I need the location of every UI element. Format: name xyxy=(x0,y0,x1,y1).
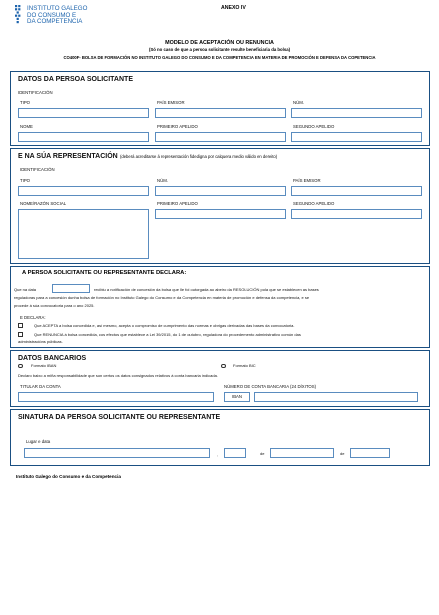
iban-format-label: Formato IBAN xyxy=(31,363,57,368)
representative-apelido1-field[interactable] xyxy=(155,209,286,219)
footer-institution: Instituto Galego do Consumo e da Competencia xyxy=(16,474,121,479)
applicant-apelido2-label: SEGUNDO APELIDO xyxy=(293,124,335,129)
representative-num-label: NÚM. xyxy=(157,178,168,183)
applicant-num-label: NÚM. xyxy=(293,100,304,105)
accept-option-text: Que ACEPTA a bolsa concedida e, así mesmo, acepta o compromiso de cumprimento das normas e obrigas derivadas das bases da convocatoria. xyxy=(34,322,295,328)
representative-nome-label: NOME/RAZÓN SOCIAL xyxy=(20,201,67,206)
applicant-apelido1-field[interactable] xyxy=(155,132,286,142)
separator-de-2: de xyxy=(340,451,345,456)
notification-date-field[interactable] xyxy=(52,284,90,293)
bank-statement: Declaro baixo a miña responsabilidade que son certos os datos consignados relativos á conta bancaria indicada. xyxy=(18,373,218,378)
representative-pais-label: PAÍS EMISOR xyxy=(293,178,321,183)
bic-format-label: Formato BIC xyxy=(233,363,256,368)
representative-nome-field[interactable] xyxy=(18,209,149,259)
representative-identification-label: IDENTIFICACIÓN xyxy=(20,167,55,172)
place-field[interactable] xyxy=(24,448,210,458)
applicant-tipo-label: TIPO xyxy=(20,100,31,105)
account-holder-field[interactable] xyxy=(18,392,214,402)
representative-tipo-field[interactable] xyxy=(18,186,149,196)
account-number-label: NÚMERO DE CONTA BANCARIA (24 DÍXITOS) xyxy=(224,384,317,389)
renounce-option-text-1: Que RENUNCIA á bolsa concedida, cos efectos que establece a Lei 39/2015, do 1 de outubro, reguladora do procedemento administrativo común das xyxy=(34,331,301,337)
representative-apelido2-label: SEGUNDO APELIDO xyxy=(293,201,335,206)
signature-heading: SINATURA DA PERSOA SOLICITANTE OU REPRESENTANTE xyxy=(18,414,221,421)
representative-apelido2-field[interactable] xyxy=(291,209,422,219)
logo xyxy=(14,5,114,27)
declaration-line2: reguladoras para a concesión dunha bolsa de formación no Instituto Galego do Consumo e da Competencia en materia de promoción e defensa da competencia, e se xyxy=(14,295,310,300)
representative-heading: E NA SÚA REPRESENTACIÓN xyxy=(18,153,118,160)
form-subtitle: (Só no caso de que a persoa solicitante resulte beneficiaria da bolsa) xyxy=(148,47,291,52)
and-declares-label: E DECLARA: xyxy=(20,315,46,320)
month-field[interactable] xyxy=(270,448,334,458)
bic-format-radio[interactable] xyxy=(221,364,226,369)
logo-line-2: DO CONSUMO E xyxy=(27,11,77,19)
declaration-line3: procede á súa convocatoria para o ano 2025. xyxy=(14,303,95,308)
declaration-line1-start: Que na data xyxy=(14,287,37,292)
separator-de-1: de xyxy=(260,451,265,456)
separator-comma: , xyxy=(217,452,219,457)
account-holder-label: TITULAR DA CONTA xyxy=(20,384,61,389)
applicant-pais-field[interactable] xyxy=(155,108,286,118)
applicant-num-field[interactable] xyxy=(291,108,422,118)
applicant-identification-label: IDENTIFICACIÓN xyxy=(18,90,53,95)
declaration-line1-end: recibiu a notificación de concesión da bolsa que lle foi outorgada ao abeiro da RESOLUCIÓN pola que se establecen as bases xyxy=(94,287,319,292)
logo-line-1: INSTITUTO GALEGO xyxy=(27,5,88,12)
representative-pais-field[interactable] xyxy=(291,186,422,196)
place-date-label: Lugar e data xyxy=(26,439,51,444)
logo-line-3: DA COMPETENCIA xyxy=(27,18,83,25)
bank-heading: DATOS BANCARIOS xyxy=(18,355,87,362)
representative-tipo-label: TIPO xyxy=(20,178,31,183)
representative-num-field[interactable] xyxy=(155,186,286,196)
renounce-checkbox[interactable] xyxy=(18,332,23,337)
applicant-heading: DATOS DA PERSOA SOLICITANTE xyxy=(18,76,133,83)
representative-note: (deberá acreditarse á representación fidedigna por calquera medio válido en dereito) xyxy=(120,153,278,159)
program-title: CO400F- BOLSA DE FORMACIÓN NO INSTITUTO GALEGO DO CONSUMO E DA COMPETENCIA EN MATERIA DE PROMOCIÓN E DEFENSA DA COPETENCIA xyxy=(63,55,376,60)
accept-checkbox[interactable] xyxy=(18,323,23,328)
account-number-field[interactable] xyxy=(254,392,418,402)
year-field[interactable] xyxy=(350,448,390,458)
form-title: MODELO DE ACEPTACIÓN OU RENUNCIA xyxy=(165,40,274,46)
day-field[interactable] xyxy=(224,448,246,458)
applicant-tipo-field[interactable] xyxy=(18,108,149,118)
applicant-nome-label: NOME xyxy=(20,124,33,129)
galicia-emblem-icon xyxy=(14,5,24,25)
applicant-nome-field[interactable] xyxy=(18,132,149,142)
applicant-pais-label: PAÍS EMISOR xyxy=(157,100,185,105)
applicant-apelido2-field[interactable] xyxy=(291,132,422,142)
declaration-heading: A PERSOA SOLICITANTE OU REPRESENTANTE DECLARA: xyxy=(22,270,187,276)
representative-apelido1-label: PRIMEIRO APELIDO xyxy=(157,201,198,206)
iban-prefix-text: IBAN xyxy=(232,394,243,399)
renounce-option-text-2: administracións públicas. xyxy=(18,338,63,344)
annex-label: ANEXO IV xyxy=(221,5,246,11)
applicant-apelido1-label: PRIMEIRO APELIDO xyxy=(157,124,198,129)
iban-format-radio[interactable] xyxy=(18,364,23,369)
